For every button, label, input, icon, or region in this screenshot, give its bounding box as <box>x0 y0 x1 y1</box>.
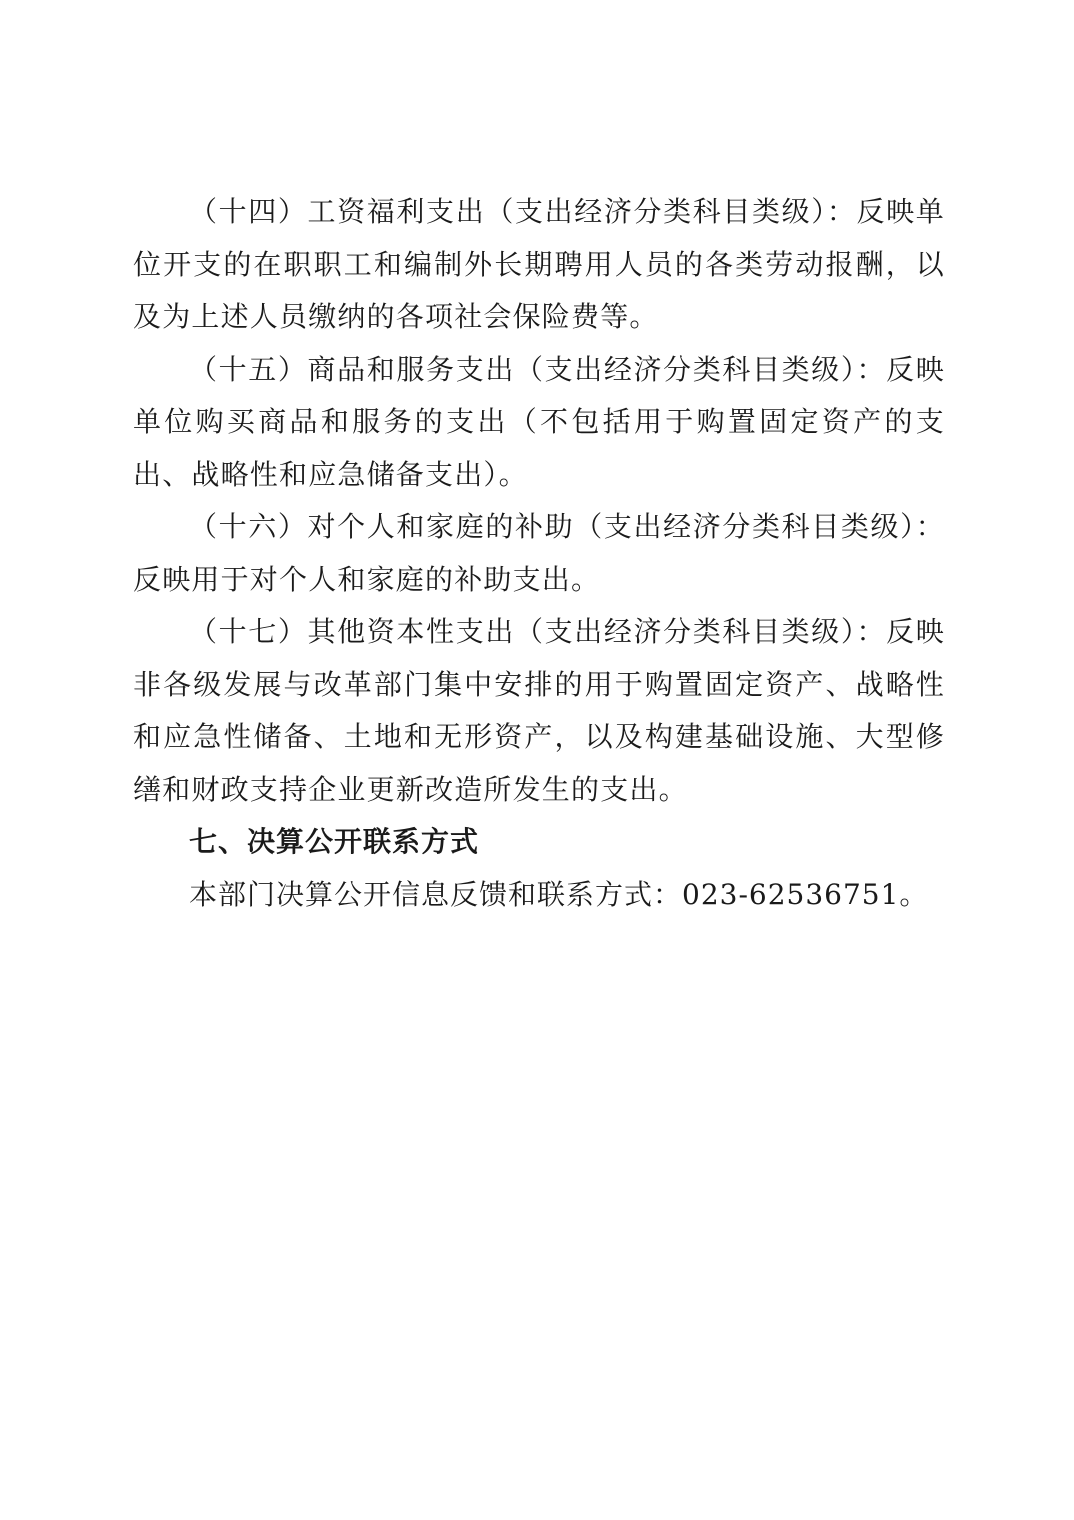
paragraph-household-subsidy: （十六）对个人和家庭的补助（支出经济分类科目类级）：反映用于对个人和家庭的补助支出。 <box>133 510 945 596</box>
paragraph-other-capital: （十七）其他资本性支出（支出经济分类科目类级）：反映非各级发展与改革部门集中安排的用于购置固定资产、战略性和应急性储备、土地和无形资产，以及构建基础设施、大型修缮和财政支持企业更新改造所发生的支出。 <box>133 615 945 806</box>
paragraph-wage-welfare: （十四）工资福利支出（支出经济分类科目类级）：反映单位开支的在职职工和编制外长期聘用人员的各类劳动报酬，以及为上述人员缴纳的各项社会保险费等。 <box>133 195 945 333</box>
section-heading-contact: 七、决算公开联系方式 <box>189 825 480 858</box>
paragraph-goods-services: （十五）商品和服务支出（支出经济分类科目类级）：反映单位购买商品和服务的支出（不包括用于购置固定资产的支出、战略性和应急储备支出）。 <box>133 352 945 491</box>
contact-info: 本部门决算公开信息反馈和联系方式：023-62536751。 <box>189 877 929 911</box>
document-body <box>133 186 945 921</box>
